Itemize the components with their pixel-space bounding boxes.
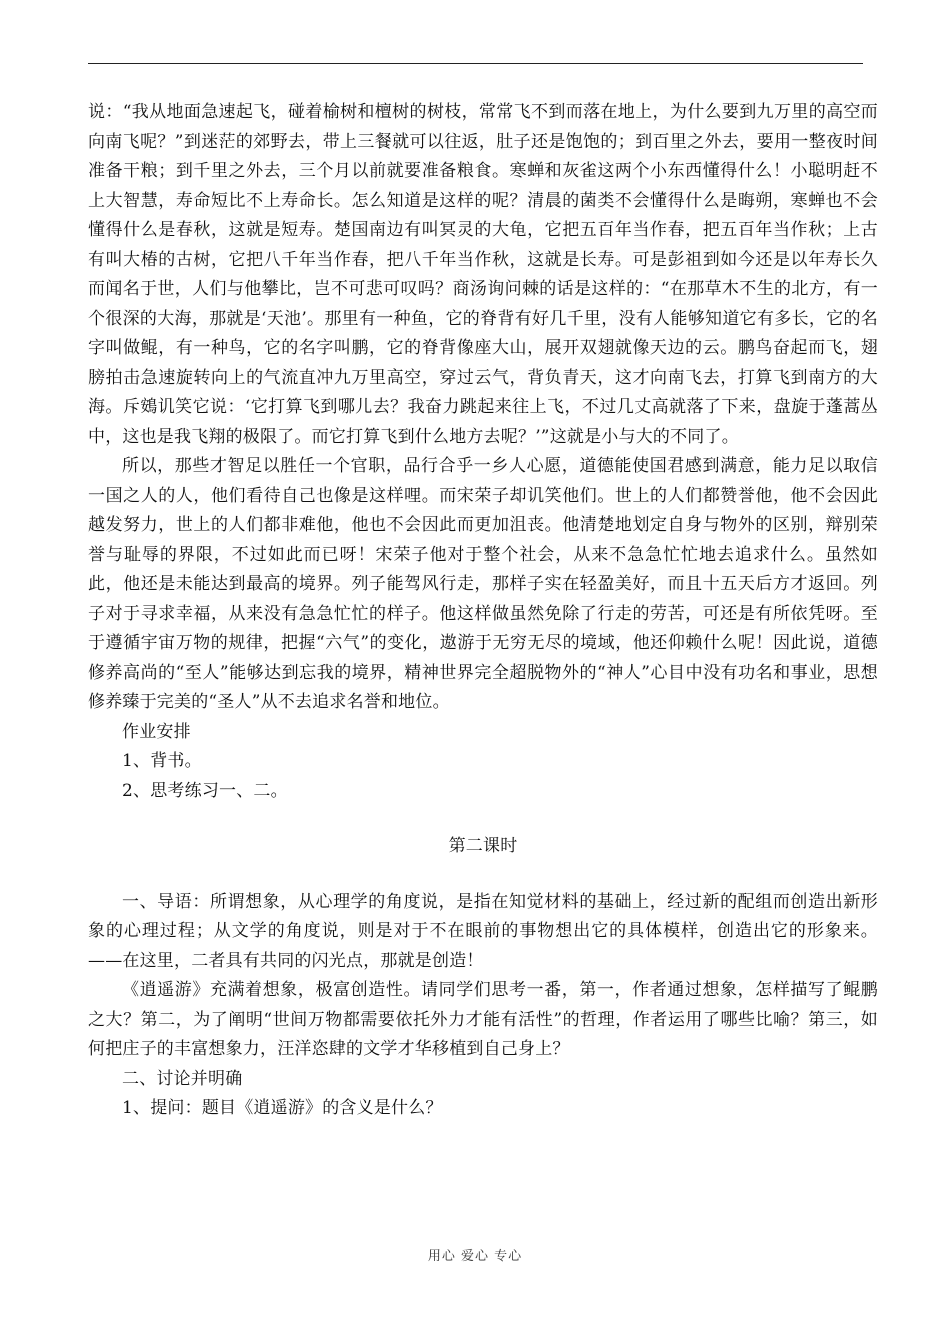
homework-item-2: 2、思考练习一、二。 — [122, 780, 288, 801]
paragraph-translation-final: 所以，那些才智足以胜任一个官职，品行合乎一乡人心愿，道德能使国君感到满意，能力足以取信一国之人的人，他们看待自己也像是这样哩。而宋荣子却讥笑他们。世上的人们都赞誉他，他不会因此越发努力，世上的人们都非难他，他也不会因此而更加沮丧。他清楚地划定自身与物外的区别，辩别荣誉与耻辱的界限，不过如此而已呀！宋荣子他对于整个社会，从来不急急忙忙地去追求什么。虽然如此，他还是未能达到最高的境界。列子能驾风行走，那样子实在轻盈美好，而且十五天后方才返回。列子对于寻求幸福，从来没有急急忙忙的样子。他这样做虽然免除了行走的劳苦，可还是有所依凭呀。至于遵循宇宙万物的规律，把握“六气”的变化，遨游于无穷无尽的境域，他还仰赖什么呢！因此说，道德修养高尚的“至人”能够达到忘我的境界，精神世界完全超脱物外的“神人”心目中没有功名和事业，思想修养臻于完美的“圣人”从不去追求名誉和地位。 — [88, 456, 878, 712]
paragraph-introduction: 一、导语：所谓想象，从心理学的角度说，是指在知觉材料的基础上，经过新的配组而创造出新形象的心理过程；从文学的角度说，则是对于不在眼前的事物想出它的具体模样，创造出它的形象来。——在这里，二者具有共同的闪光点，那就是创造！ — [88, 891, 878, 971]
homework-heading: 作业安排 — [122, 721, 191, 742]
paragraph-questions: 《逍遥游》充满着想象，极富创造性。请同学们思考一番，第一，作者通过想象，怎样描写了鲲鹏之大？第二，为了阐明“世间万物都需要依托外力才能有活性”的哲理，作者运用了哪些比喻？第三，如何把庄子的丰富想象力，汪洋恣肆的文学才华移植到自己身上？ — [88, 980, 878, 1059]
homework-item-1: 1、背书。 — [122, 751, 202, 771]
discussion-question-1: 1、提问：题目《逍遥游》的含义是什么？ — [122, 1098, 443, 1118]
section-heading-second-lesson: 第二课时 — [448, 836, 518, 856]
paragraph-translation-continued: 说：“我从地面急速起飞，碰着榆树和檀树的树枝，常常飞不到而落在地上，为什么要到九万里的高空而向南飞呢？”到迷茫的郊野去，带上三餐就可以往返，肚子还是饱饱的；到百里之外去，要用一整夜时间准备干粮；到千里之外去，三个月以前就要准备粮食。寒蝉和灰雀这两个小东西懂得什么！小聪明赶不上大智慧，寿命短比不上寿命长。怎么知道是这样的呢？清晨的菌类不会懂得什么是晦朔，寒蝉也不会懂得什么是春秋，这就是短寿。楚国南边有叫冥灵的大龟，它把五百年当作春，把五百年当作秋；上古有叫大椿的古树，它把八千年当作春，把八千年当作秋，这就是长寿。可是彭祖到如今还是以年寿长久而闻名于世，人们与他攀比，岂不可悲可叹吗？商汤询问棘的话是这样的：“在那草木不生的北方，有一个很深的大海，那就是‘天池’。那里有一种鱼，它的脊背有好几千里，没有人能够知道它有多长，它的名字叫做鲲，有一种鸟，它的名字叫鹏，它的脊背像座大山，展开双翅就像天边的云。鹏鸟奋起而飞，翅膀拍击急速旋转向上的气流直冲九万里高空，穿过云气，背负青天，这才向南飞去，打算飞到南方的大海。斥鴳讥笑它说：‘它打算飞到哪儿去？我奋力跳起来往上飞，不过几丈高就落了下来，盘旋于蓬蒿丛中，这也是我飞翔的极限了。而它打算飞到什么地方去呢？’”这就是小与大的不同了。 — [88, 102, 878, 447]
discussion-heading: 二、讨论并明确 — [122, 1068, 243, 1089]
header-rule — [88, 63, 863, 64]
page-footer: 用心 爱心 专心 — [427, 1249, 523, 1264]
document-body — [88, 98, 878, 1124]
